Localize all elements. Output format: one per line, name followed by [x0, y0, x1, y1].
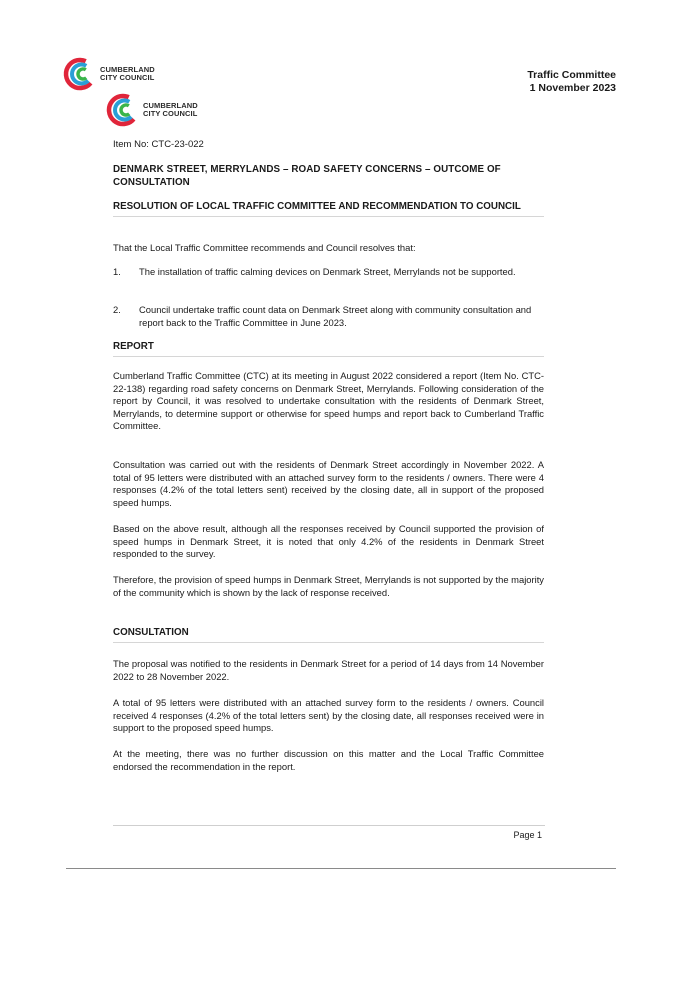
committee-name: Traffic Committee — [527, 69, 616, 81]
consultation-heading: CONSULTATION — [113, 627, 544, 643]
org-name-line1: CUMBERLAND — [143, 100, 198, 110]
meeting-date: 1 November 2023 — [529, 82, 616, 94]
document-title: DENMARK STREET, MERRYLANDS – ROAD SAFETY CONCERNS – OUTCOME OF CONSULTATION — [113, 164, 501, 188]
council-logo — [62, 56, 155, 92]
list-number: 2. — [113, 304, 121, 315]
report-paragraph: Based on the above result, although all the responses received by Council supported the provision of speed humps in Denmark Street, it is noted that only 4.2% of the residents in Denmark Street responded to the survey. — [113, 523, 544, 560]
list-text: Council undertake traffic count data on Denmark Street along with community consultation and report back to the Traffic Committee in June 2023. — [139, 304, 532, 328]
list-number: 1. — [113, 266, 121, 277]
item-number: Item No: CTC-23-022 — [113, 139, 204, 150]
council-logo-secondary — [105, 92, 198, 128]
list-text: The installation of traffic calming devices on Denmark Street, Merrylands not be supported. — [139, 266, 516, 277]
resolution-intro: That the Local Traffic Committee recommends and Council resolves that: — [113, 242, 416, 253]
org-name-line2: CITY COUNCIL — [100, 73, 155, 82]
cumberland-logo-icon — [105, 92, 141, 128]
logo-text — [100, 66, 155, 83]
report-paragraph: Consultation was carried out with the residents of Denmark Street accordingly in November 2022. A total of 95 letters were distributed with an attached survey form to the residents / owners. There were 4 responses (4.2% of the total letters sent) received by the closing date, all in support of the proposed speed humps. — [113, 459, 544, 508]
consultation-paragraph: A total of 95 letters were distributed with an attached survey form to the residents / owners. Council received 4 responses (4.2% of the total letters sent) by the closing date, all responses received were in support to the proposed speed humps. — [113, 697, 544, 734]
consultation-paragraph: The proposal was notified to the residents in Denmark Street for a period of 14 days from 14 November 2022 to 28 November 2022. — [113, 658, 544, 682]
page-number: Page 1 — [513, 830, 542, 840]
logo-text — [143, 102, 198, 119]
resolution-item — [113, 266, 544, 279]
report-paragraph: Cumberland Traffic Committee (CTC) at its meeting in August 2022 considered a report (Item No. CTC-22-138) regarding road safety concerns on Denmark Street, Merrylands. Following consideration of the report by Council, it was resolved to undertake consultation with the residents of Denmark Street, Merrylands, to determine support or otherwise for speed humps and report back to Cumberland Traffic Committee. — [113, 370, 544, 432]
footer-divider — [113, 825, 545, 826]
report-paragraph: Therefore, the provision of speed humps in Denmark Street, Merrylands is not supported by the majority of the community which is shown by the lack of response received. — [113, 574, 544, 598]
org-name-line1: CUMBERLAND — [100, 64, 155, 74]
page-bottom-divider — [66, 868, 616, 869]
report-heading: REPORT — [113, 341, 544, 357]
resolution-heading: RESOLUTION OF LOCAL TRAFFIC COMMITTEE AND RECOMMENDATION TO COUNCIL — [113, 201, 544, 217]
cumberland-logo-icon — [62, 56, 98, 92]
consultation-paragraph: At the meeting, there was no further discussion on this matter and the Local Traffic Committee endorsed the recommendation in the report. — [113, 748, 544, 772]
document-header — [527, 69, 616, 95]
org-name-line2: CITY COUNCIL — [143, 109, 198, 118]
resolution-item — [113, 304, 544, 329]
